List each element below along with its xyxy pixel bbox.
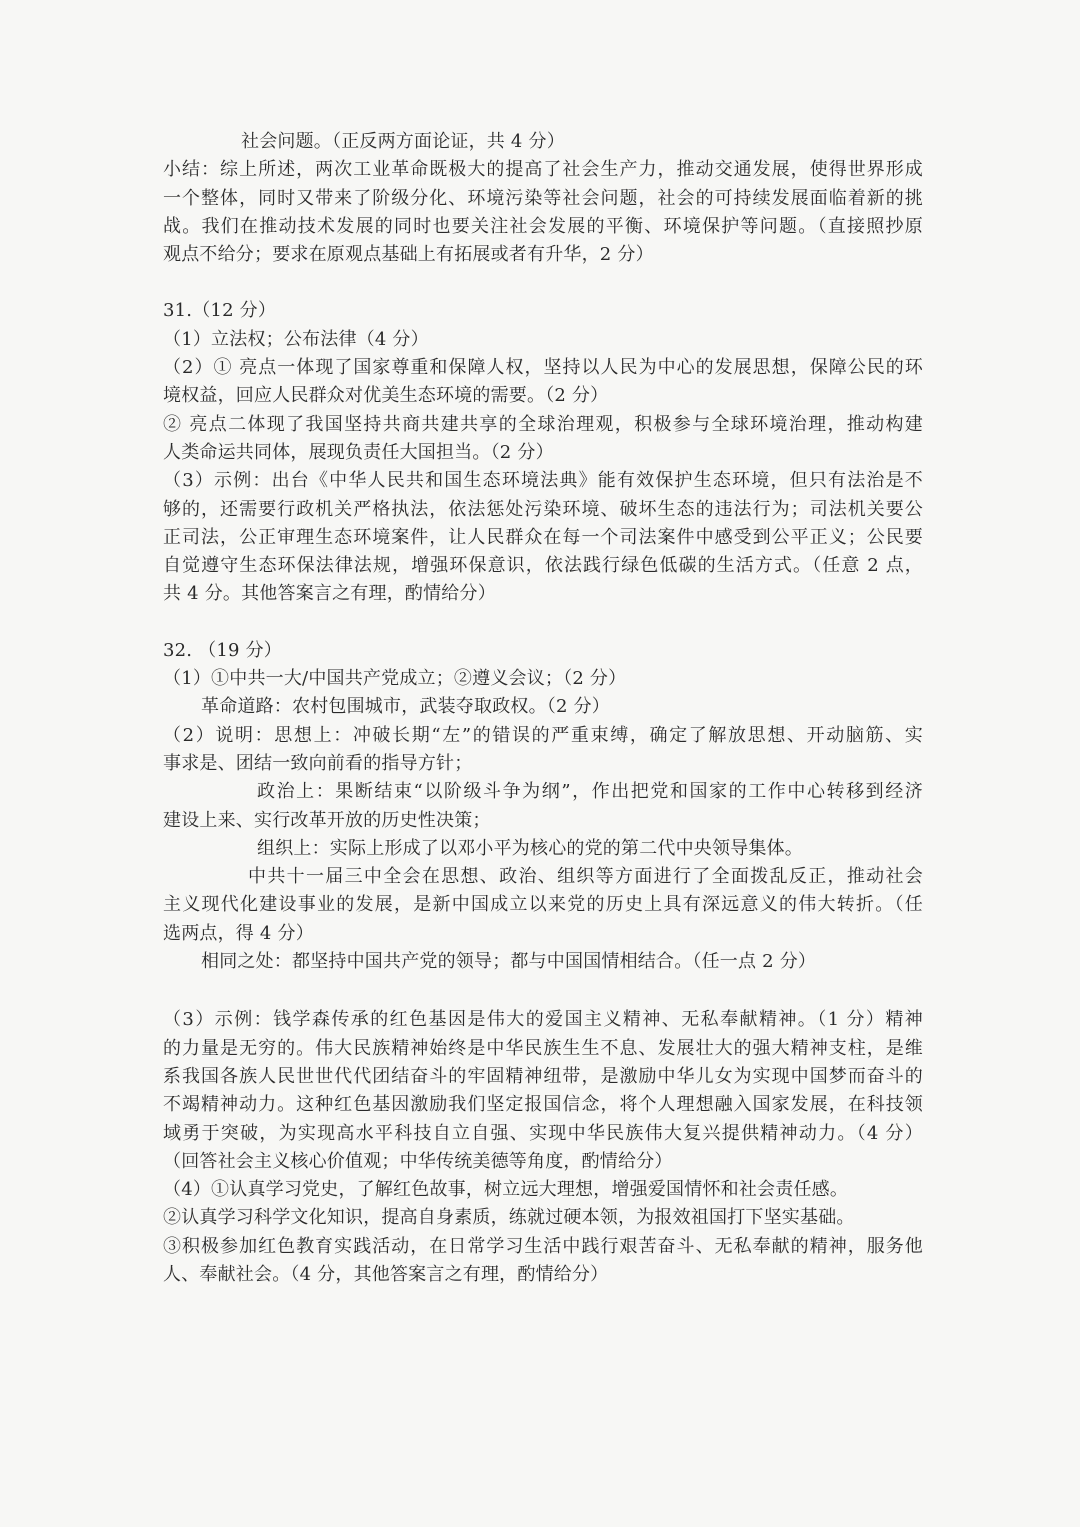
text-line: 建设上来、实行改革开放的历史性决策； (163, 809, 491, 831)
text-line: 域勇于突破，为实现高水平科技自立自强、实现中华民族伟大复兴提供精神动力。（4 分） (163, 1122, 923, 1144)
text-line: （2）说明：思想上：冲破长期“左”的错误的严重束缚，确定了解放思想、开动脑筋、实 (163, 724, 923, 746)
text-line: （1）①中共一大/中国共产党成立；②遵义会议；（2 分） (163, 668, 627, 690)
text-line: 共 4 分。其他答案言之有理，酌情给分） (163, 583, 496, 605)
text-line: 自觉遵守生态环保法律法规，增强环保意识，依法践行绿色低碳的生活方式。（任意 2 点， (163, 555, 923, 577)
text-line: 人、奉献社会。（4 分，其他答案言之有理，酌情给分） (163, 1263, 609, 1285)
text-line: 人类命运共同体，展现负责任大国担当。（2 分） (163, 441, 554, 463)
section-intro (163, 128, 923, 269)
block-spacer (163, 609, 923, 637)
text-line: 正司法，公正审理生态环境案件，让人民群众在每一个司法案件中感受到公平正义；公民要 (163, 526, 923, 548)
text-line: 观点不给分；要求在原观点基础上有拓展或者有升华，2 分） (163, 244, 654, 266)
text-line: 小结：综上所述，两次工业革命既极大的提高了社会生产力，推动交通发展，使得世界形成 (163, 159, 923, 181)
section-q32b (163, 1006, 923, 1289)
text-line: 的力量是无穷的。伟大民族精神始终是中华民族生生不息、发展壮大的强大精神支柱，是维 (163, 1037, 923, 1059)
text-line: 中共十一届三中全会在思想、政治、组织等方面进行了全面拨乱反正，推动社会 (248, 866, 923, 888)
answer-text-body (163, 128, 923, 1289)
text-line: （1）立法权；公布法律（4 分） (163, 328, 429, 350)
text-line: 选两点，得 4 分） (163, 922, 314, 944)
text-line: （3）示例：出台《中华人民共和国生态环境法典》能有效保护生态环境，但只有法治是不 (163, 470, 923, 492)
text-line: （2）① 亮点一体现了国家尊重和保障人权，坚持以人民为中心的发展思想，保障公民的环 (163, 357, 923, 379)
text-line: ③积极参加红色教育实践活动，在日常学习生活中践行艰苦奋斗、无私奉献的精神，服务他 (163, 1235, 923, 1257)
text-line: 32. （19 分） (163, 639, 282, 661)
section-q32a (163, 637, 923, 977)
text-line: 不竭精神动力。这种红色基因激励我们坚定报国信念，将个人理想融入国家发展，在科技领 (163, 1094, 923, 1116)
text-line: 事求是、团结一致向前看的指导方针； (163, 752, 473, 774)
text-line: 相同之处：都坚持中国共产党的领导；都与中国国情相结合。（任一点 2 分） (201, 951, 817, 973)
text-line: ②认真学习科学文化知识，提高自身素质，练就过硬本领，为报效祖国打下坚实基础。 (163, 1207, 855, 1229)
block-spacer (163, 269, 923, 297)
text-line: 系我国各族人民世世代代团结奋斗的牢固精神纽带，是激励中华儿女为实现中国梦而奋斗的 (163, 1065, 923, 1087)
text-line: 主义现代化建设事业的发展，是新中国成立以来党的历史上具有深远意义的伟大转折。（任 (163, 894, 923, 916)
text-line: 战。我们在推动技术发展的同时也要关注社会发展的平衡、环境保护等问题。（直接照抄原 (163, 215, 923, 237)
text-line: 31.（12 分） (163, 300, 277, 322)
text-line: 组织上：实际上形成了以邓小平为核心的党的第二代中央领导集体。 (257, 837, 803, 859)
text-line: （回答社会主义核心价值观；中华传统美德等角度，酌情给分） (163, 1150, 673, 1172)
section-q31 (163, 297, 923, 608)
text-line: 境权益，回应人民群众对优美生态环境的需要。（2 分） (163, 385, 609, 407)
text-line: 政治上：果断结束“以阶级斗争为纲”，作出把党和国家的工作中心转移到经济 (257, 781, 923, 803)
text-line: 社会问题。（正反两方面论证，共 4 分） (241, 131, 565, 152)
block-spacer (163, 976, 923, 1006)
text-line: 一个整体，同时又带来了阶级分化、环境污染等社会问题，社会的可持续发展面临着新的挑 (163, 187, 923, 209)
text-line: （4）①认真学习党史，了解红色故事，树立远大理想，增强爱国情怀和社会责任感。 (163, 1179, 849, 1201)
text-line: ② 亮点二体现了我国坚持共商共建共享的全球治理观，积极参与全球环境治理，推动构建 (163, 413, 923, 435)
text-line: 够的，还需要行政机关严格执法，依法惩处污染环境、破坏生态的违法行为；司法机关要公 (163, 498, 923, 520)
text-line: 革命道路：农村包围城市，武装夺取政权。（2 分） (201, 696, 610, 718)
text-line: （3）示例：钱学森传承的红色基因是伟大的爱国主义精神、无私奉献精神。（1 分）精神 (163, 1009, 923, 1031)
